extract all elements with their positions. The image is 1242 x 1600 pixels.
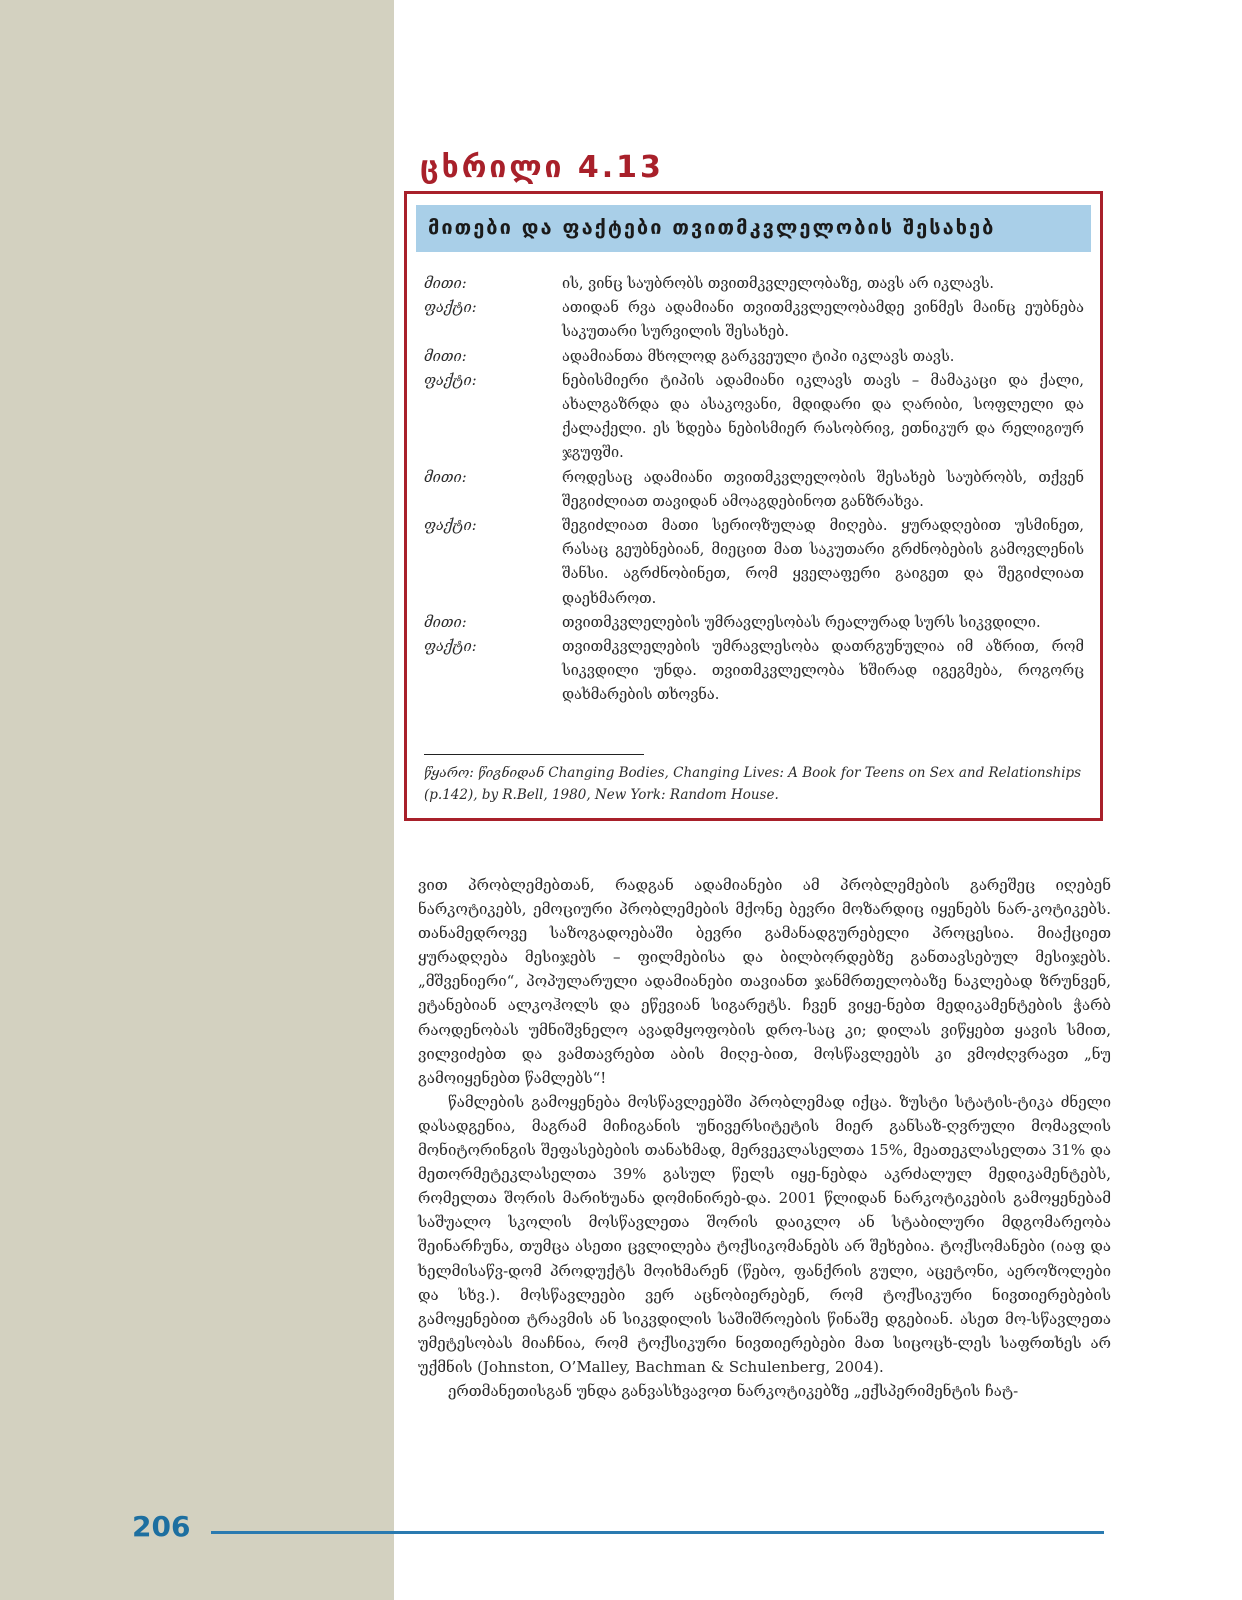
row-text: როდესაც ადამიანი თვითმკვლელობის შესახებ საუბრობს, თქვენ შეგიძლიათ თავიდან ამოაგდებინოთ განზრახვა. (562, 469, 1084, 510)
row-label: მითი: (424, 276, 467, 292)
paragraph: ვით პრობლემებთან, რადგან ადამიანები ამ პრობლემების გარეშეც იღებენ ნარკოტიკებს, ემოციური პრობლემების მქონე ბევრი მოზარდიც იყენებს ნარ-კოტიკებს. თანამედროვე საზოგადოებაში ბევრი გამანადგურებელი პროცესია. მიაქციეთ ყურადღება მესიჯებს – ფილმებისა და ბილბორდებზე განთავსებულ მესიჯებს. „მშვენიერი“, პოპულარული ადამიანები თავიანთ ჯანმრთელობაზე ნაკლებად ზრუნვენ, ეტანებიან ალკოჰოლს და ეწევიან სიგარეტს. ჩვენ ვიყე-ნებთ მედიკამენტების ჭარბ რაოდენობას უმნიშვნელო ავადმყოფობის დრო-საც კი; დილას ვიწყებთ ყავის სმით, ვილვიძებთ და ვამთავრებთ აბის მიღე-ბით, მოსწავლეებს კი ვმოძღვრავთ „ნუ გამოიყენებთ წამლებს“! (418, 876, 1111, 1087)
myths-facts-table (404, 191, 1103, 821)
row-text: თვითმკვლელების უმრავლესობა დათრგუნულია იმ აზრით, რომ სიკვდილი უნდა. თვითმკვლელობა ხშირად იგეგმება, როგორც დახმარების თხოვნა. (562, 639, 1084, 704)
table-row (424, 635, 1084, 708)
row-text: შეგიძლიათ მათი სერიოზულად მიღება. ყურადღებით უსმინეთ, რასაც გეუბნებიან, მიეცით მათ საკუთარი გრძნობების გამოვლენის შანსი. აგრძნობინეთ, რომ ყველაფერი გაიგეთ და შეგიძლიათ დაეხმაროთ. (562, 518, 1084, 607)
row-label: ფაქტი: (424, 518, 477, 535)
row-text: ათიდან რვა ადამიანი თვითმკვლელობამდე ვინმეს მაინც ეუბნება საკუთარი სურვილის შესახებ. (562, 300, 1084, 341)
row-label: ფაქტი: (424, 372, 477, 389)
row-label: მითი: (424, 469, 467, 486)
body-text (418, 873, 1111, 1403)
source-divider (424, 754, 644, 755)
page-number: 206 (132, 1510, 191, 1543)
table-number-title: ცხრილი 4.13 (420, 150, 664, 185)
row-text: ნებისმიერი ტიპის ადამიანი იკლავს თავს – მამაკაცი და ქალი, ახალგაზრდა და ასაკოვანი, მდიდარი და ღარიბი, სოფლელი და ქალაქელი. ეს ხდება ნებისმიერ რასობრივ, ეთნიკურ და რელიგიურ ჯგუფში. (562, 372, 1084, 462)
table-rows (424, 272, 1084, 708)
row-text: თვითმკვლელების უმრავლესობას რეალურად სურს სიკვდილი. (562, 614, 1041, 631)
row-label: მითი: (424, 614, 467, 631)
table-row (424, 611, 1084, 635)
footer-divider (211, 1531, 1104, 1534)
table-row (424, 272, 1084, 296)
page-sidebar (0, 0, 394, 1600)
table-header: მითები და ფაქტები თვითმკვლელობის შესახებ (416, 205, 1091, 252)
table-row (424, 514, 1084, 611)
source-note: წყარო: წიგნიდან Changing Bodies, Changing Lives: A Book for Teens on Sex and Relationships (p.142), by R.Bell, 1980, New York: Random House. (424, 765, 1082, 803)
table-row (424, 296, 1084, 344)
table-row (424, 369, 1084, 466)
row-label: ფაქტი: (424, 639, 477, 656)
row-label: მითი: (424, 348, 467, 365)
row-label: ფაქტი: (424, 300, 477, 317)
paragraph: ერთმანეთისგან უნდა განვასხვავოთ ნარკოტიკებზე „ექსპერიმენტის ჩატ- (448, 1381, 1019, 1400)
paragraph: წამლების გამოყენება მოსწავლეებში პრობლემად იქცა. ზუსტი სტატის-ტიკა ძნელი დასადგენია, მაგრამ მიჩიგანის უნივერსიტეტის მიერ განსაზ-ღვრული მომავლის მონიტორინგის შეფასებების თანახმად, მერვეკლასელთა 15%, მეათეკლასელთა 31% და მეთორმეტეკლასელთა 39% გასულ წელს იყე-ნებდა აკრძალულ მედიკამენტებს, რომელთა შორის მარიხუანა დომინირებ-და. 2001 წლიდან ნარკოტიკების გამოყენებამ საშუალო სკოლის მოსწავლეთა შორის დაიკლო ან სტაბილური მდგომარეობა შეინარჩუნა, თუმცა ასეთი ცვლილება ტოქსიკომანებს არ შეხებია. ტოქსომანები (იაფ და ხელმისაწვ-დომ პროდუქტს მოიხმარენ (წებო, ფანქრის გული, აცეტონი, აეროზოლები და სხვ.). მოსწავლეები ვერ აცნობიერებენ, რომ ტოქსიკური ნივთიერებების გამოყენებით ტრავმის ან სიკვდილის საშიშროების წინაშე დგებიან. ასეთ მო-სწავლეთა უმეტესობას მიაჩნია, რომ ტოქსიკური ნივთიერებები მათ სიცოცხ-ლეს საფრთხეს არ უქმნის (Johnston, O’Malley, Bachman & Schulenberg, 2004). (418, 1092, 1111, 1376)
row-text: ადამიანთა მხოლოდ გარკვეული ტიპი იკლავს თავს. (562, 348, 955, 365)
table-row (424, 345, 1084, 369)
table-row (424, 466, 1084, 514)
row-text: ის, ვინც საუბრობს თვითმკვლელობაზე, თავს არ იკლავს. (562, 276, 994, 292)
